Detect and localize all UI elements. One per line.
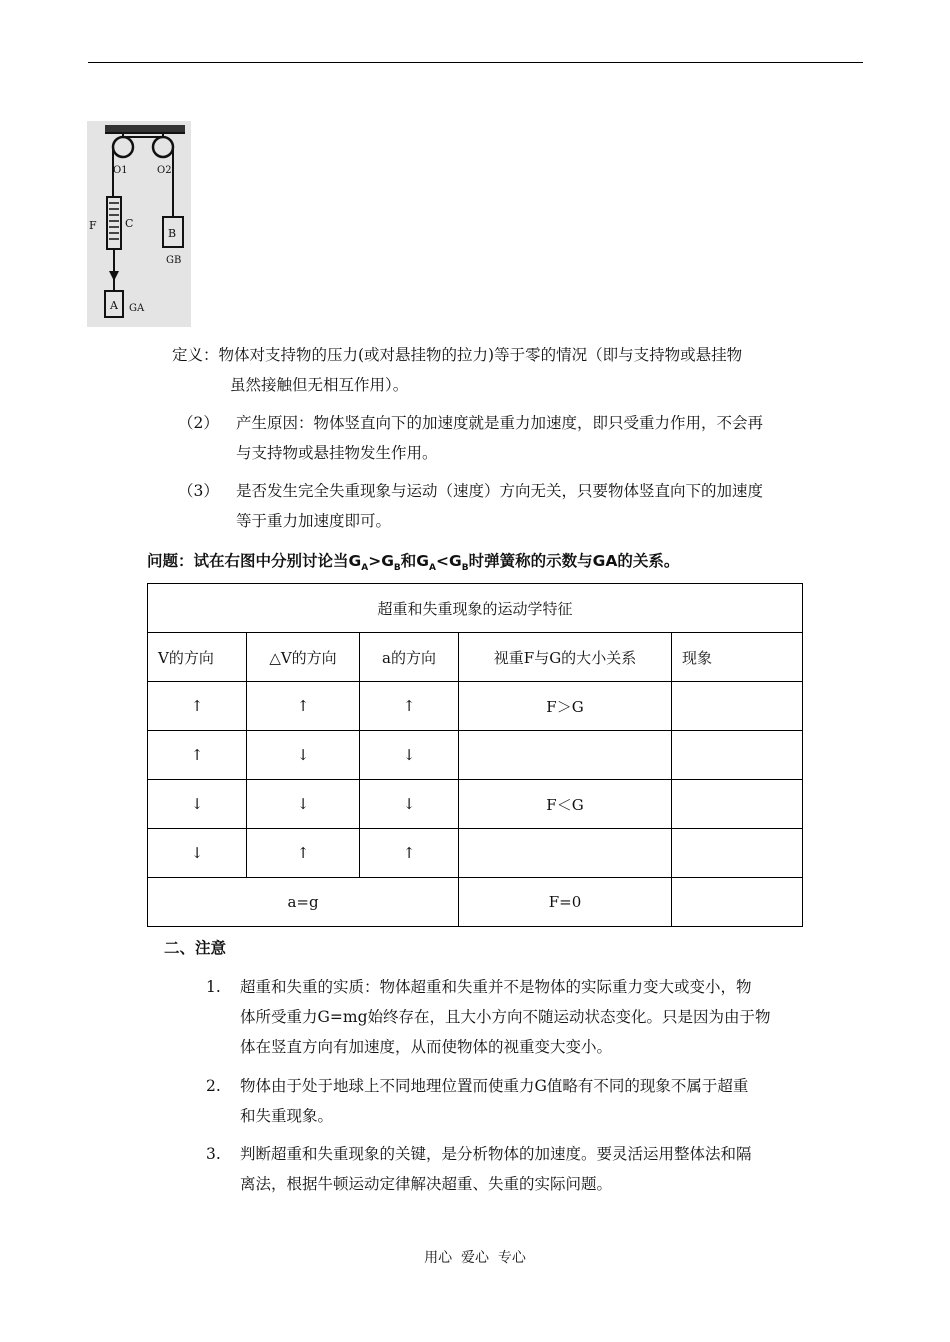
header-v-direction: V的方向 bbox=[148, 633, 247, 682]
note-2-line-1: 物体由于处于地球上不同地理位置而使重力G值略有不同的现象不属于超重 bbox=[240, 1077, 749, 1095]
cell-dv: ↓ bbox=[247, 731, 360, 780]
cell-v: ↓ bbox=[148, 780, 247, 829]
label-b: B bbox=[168, 227, 177, 240]
cell-a: ↓ bbox=[360, 780, 459, 829]
cell-f-g: F＞G bbox=[459, 682, 672, 731]
note-3-line-2: 离法，根据牛顿运动定律解决超重、失重的实际问题。 bbox=[240, 1175, 613, 1193]
label-o2: O2 bbox=[157, 165, 172, 176]
cell-phenomenon bbox=[672, 682, 803, 731]
item-3-number: （3） bbox=[178, 482, 219, 500]
cell-f-g bbox=[459, 829, 672, 878]
note-3-line-1: 判断超重和失重现象的关键，是分析物体的加速度。要灵活运用整体法和隔 bbox=[240, 1145, 752, 1163]
cell-v: ↑ bbox=[148, 731, 247, 780]
note-1-line-1: 超重和失重的实质：物体超重和失重并不是物体的实际重力变大或变小，物 bbox=[240, 978, 752, 996]
pulley-diagram bbox=[87, 121, 191, 327]
table-row bbox=[148, 682, 803, 731]
cell-phenomenon bbox=[672, 780, 803, 829]
cell-f-g bbox=[459, 731, 672, 780]
cell-v: ↓ bbox=[148, 829, 247, 878]
cell-a: ↑ bbox=[360, 829, 459, 878]
kinematics-table bbox=[147, 583, 803, 927]
section-heading: 二、注意 bbox=[164, 939, 227, 957]
definition-line-2: 虽然接触但无相互作用）。 bbox=[230, 376, 409, 394]
page-footer: 用心 爱心 专心 bbox=[424, 1250, 526, 1266]
note-1-line-2: 体所受重力G=mg始终存在，且大小方向不随运动状态变化。只是因为由于物 bbox=[240, 1008, 771, 1026]
cell-phenomenon bbox=[672, 829, 803, 878]
cell-dv: ↑ bbox=[247, 682, 360, 731]
cell-a: ↓ bbox=[360, 731, 459, 780]
label-a: A bbox=[110, 299, 118, 312]
header-dv-direction: △V的方向 bbox=[247, 633, 360, 682]
question-text: 问题：试在右图中分别讨论当$G_A>G_B$和$G_A<G_B$时弹簧称的示数与GA的关系。 bbox=[147, 552, 680, 574]
cell-a-equals-g: a=g bbox=[148, 878, 459, 927]
definition-line-1: 定义：物体对支持物的压力(或对悬挂物的拉力)等于零的情况（即与支持物或悬挂物 bbox=[172, 346, 743, 364]
label-c: C bbox=[125, 217, 134, 230]
cell-phenomenon bbox=[672, 731, 803, 780]
note-1-line-3: 体在竖直方向有加速度，从而使物体的视重变大变小。 bbox=[240, 1038, 613, 1056]
label-gb: GB bbox=[166, 255, 182, 266]
note-2-number: 2. bbox=[206, 1077, 221, 1095]
table-row-free-fall bbox=[148, 878, 803, 927]
item-2-line-1: 产生原因：物体竖直向下的加速度就是重力加速度，即只受重力作用，不会再 bbox=[236, 414, 764, 432]
cell-dv: ↓ bbox=[247, 780, 360, 829]
item-3-line-1: 是否发生完全失重现象与运动（速度）方向无关，只要物体竖直向下的加速度 bbox=[236, 482, 764, 500]
table-title: 超重和失重现象的运动学特征 bbox=[148, 584, 803, 633]
cell-phenomenon bbox=[672, 878, 803, 927]
item-2-number: （2） bbox=[178, 414, 219, 432]
item-2-line-2: 与支持物或悬挂物发生作用。 bbox=[236, 444, 438, 462]
header-phenomenon: 现象 bbox=[672, 633, 803, 682]
table-row bbox=[148, 780, 803, 829]
header-f-g-relation: 视重F与G的大小关系 bbox=[459, 633, 672, 682]
note-3-number: 3. bbox=[206, 1145, 221, 1163]
table-row bbox=[148, 731, 803, 780]
table-header-row bbox=[148, 633, 803, 682]
label-o1: O1 bbox=[113, 165, 128, 176]
cell-v: ↑ bbox=[148, 682, 247, 731]
label-ga: GA bbox=[129, 303, 145, 314]
header-rule bbox=[88, 62, 863, 63]
definition-paragraph bbox=[172, 340, 867, 400]
cell-a: ↑ bbox=[360, 682, 459, 731]
table-row bbox=[148, 829, 803, 878]
note-2-line-2: 和失重现象。 bbox=[240, 1107, 334, 1125]
item-3-line-2: 等于重力加速度即可。 bbox=[236, 512, 392, 530]
header-a-direction: a的方向 bbox=[360, 633, 459, 682]
cell-f-zero: F=0 bbox=[459, 878, 672, 927]
cell-dv: ↑ bbox=[247, 829, 360, 878]
note-1-number: 1. bbox=[206, 978, 221, 996]
cell-f-g: F＜G bbox=[459, 780, 672, 829]
label-f: F bbox=[89, 219, 97, 232]
